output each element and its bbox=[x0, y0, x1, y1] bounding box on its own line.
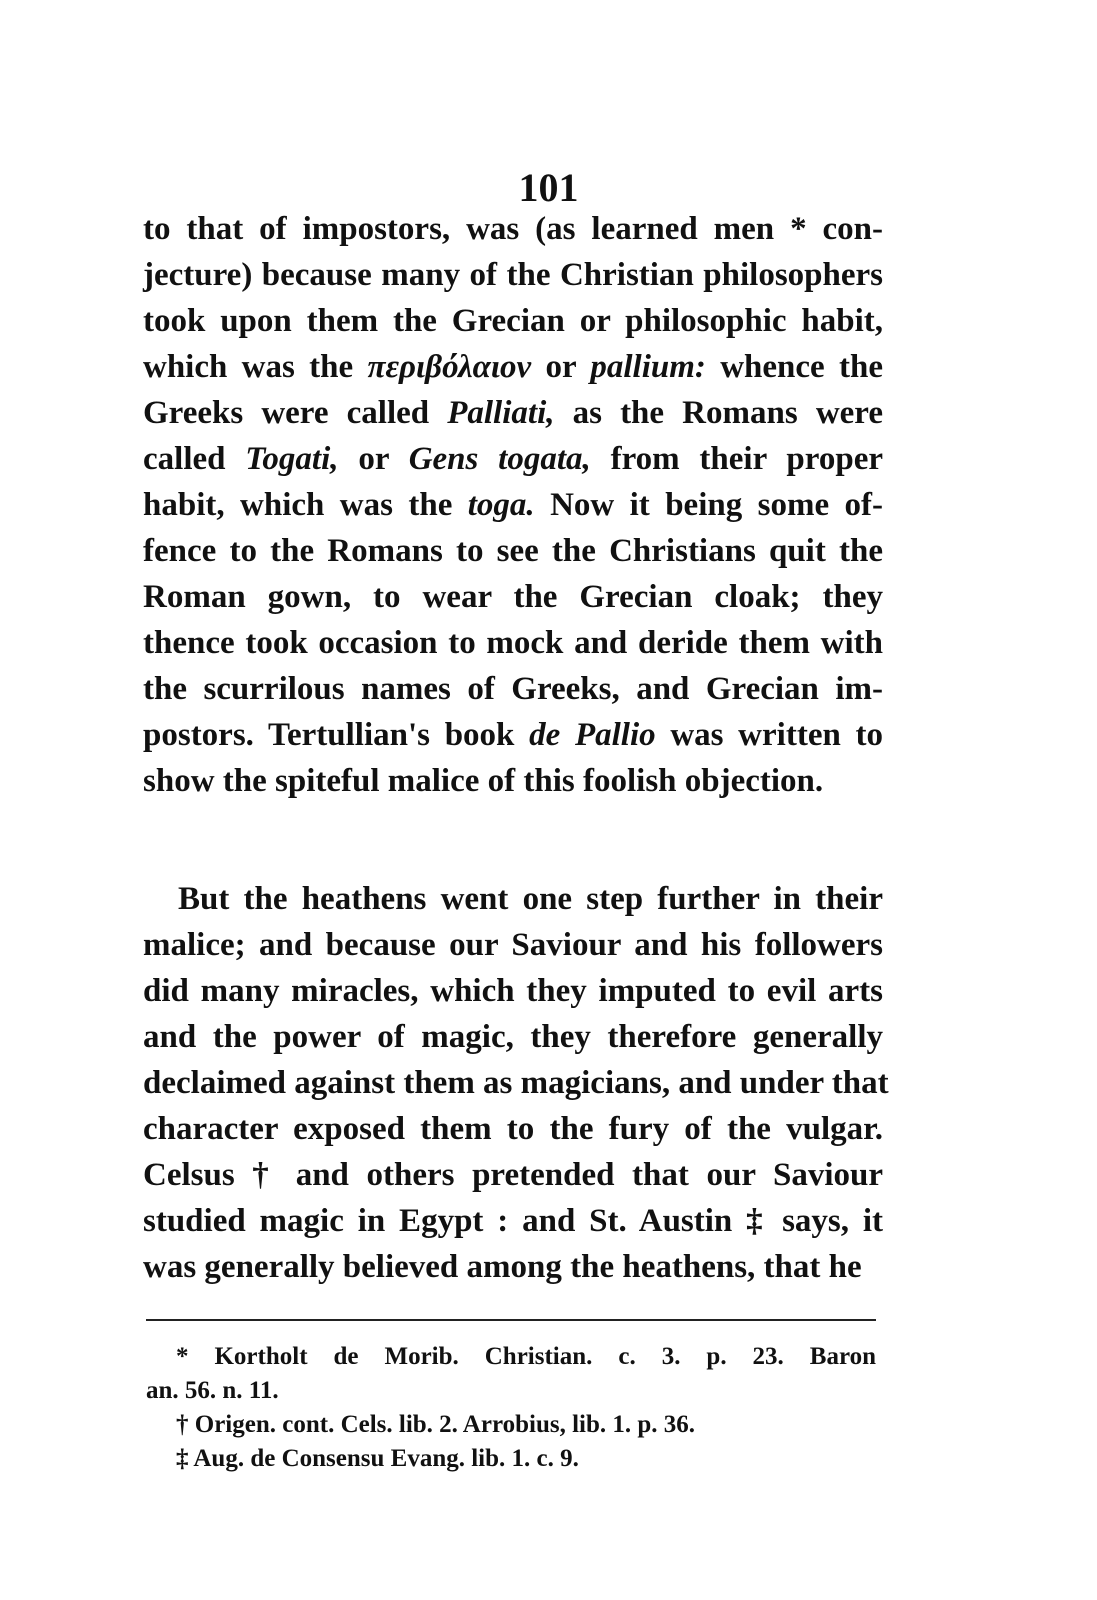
text-line: took upon them the Grecian or philosophic habit, bbox=[143, 303, 883, 339]
footnotes bbox=[146, 1340, 876, 1476]
text-line: declaimed against them as magicians, and under that bbox=[143, 1065, 889, 1101]
text-line: Greeks were called Palliati, as the Romans were bbox=[143, 395, 883, 431]
italic-text: Palliati, bbox=[447, 395, 555, 431]
footnote-1-line-2: an. 56. n. 11. bbox=[146, 1377, 279, 1404]
italic-text: Gens togata, bbox=[408, 441, 591, 477]
text-line: thence took occasion to mock and deride them with bbox=[143, 625, 883, 661]
text-line: which was the περιβόλαιον or pallium: whence the bbox=[143, 349, 883, 385]
text-line: But the heathens went one step further in their bbox=[178, 881, 883, 917]
italic-text: Togati, bbox=[245, 441, 339, 477]
paragraph-2 bbox=[143, 876, 889, 1290]
text-line: habit, which was the toga. Now it being some of- bbox=[143, 487, 883, 523]
text-line: and the power of magic, they therefore generally bbox=[143, 1019, 883, 1055]
text-line: called Togati, or Gens togata, from their proper bbox=[143, 441, 883, 477]
text-line: to that of impostors, was (as learned men * con- bbox=[143, 211, 883, 247]
text-line: character exposed them to the fury of the vulgar. bbox=[143, 1111, 883, 1147]
text-line: the scurrilous names of Greeks, and Grecian im- bbox=[143, 671, 883, 707]
italic-text: toga. bbox=[467, 487, 535, 523]
text-line: postors. Tertullian's book de Pallio was written to bbox=[143, 717, 883, 753]
footnote-3: ‡ Aug. de Consensu Evang. lib. 1. c. 9. bbox=[176, 1445, 579, 1472]
text-line: malice; and because our Saviour and his followers bbox=[143, 927, 883, 963]
text-line: did many miracles, which they imputed to evil arts bbox=[143, 973, 883, 1009]
footnote-1-line-1: * Kortholt de Morib. Christian. c. 3. p. 23. Baron bbox=[176, 1343, 876, 1370]
text-line: fence to the Romans to see the Christians quit the bbox=[143, 533, 883, 569]
text-line: studied magic in Egypt : and St. Austin ‡ says, it bbox=[143, 1203, 883, 1239]
text-line: jecture) because many of the Christian philosophers bbox=[143, 257, 883, 293]
italic-text: de Pallio bbox=[529, 717, 656, 753]
footnote-divider bbox=[146, 1319, 876, 1321]
italic-text: περιβόλαιον bbox=[367, 349, 532, 385]
text-line: Roman gown, to wear the Grecian cloak; they bbox=[143, 579, 883, 615]
text-line: show the spiteful malice of this foolish objection. bbox=[143, 763, 824, 799]
page-number: 101 bbox=[518, 165, 579, 210]
italic-text: pallium: bbox=[590, 349, 706, 385]
paragraph-1 bbox=[143, 206, 883, 804]
text-line: was generally believed among the heathens, that he bbox=[143, 1249, 862, 1285]
footnote-2: † Origen. cont. Cels. lib. 2. Arrobius, lib. 1. p. 36. bbox=[176, 1411, 696, 1438]
text-line: Celsus † and others pretended that our Saviour bbox=[143, 1157, 883, 1193]
